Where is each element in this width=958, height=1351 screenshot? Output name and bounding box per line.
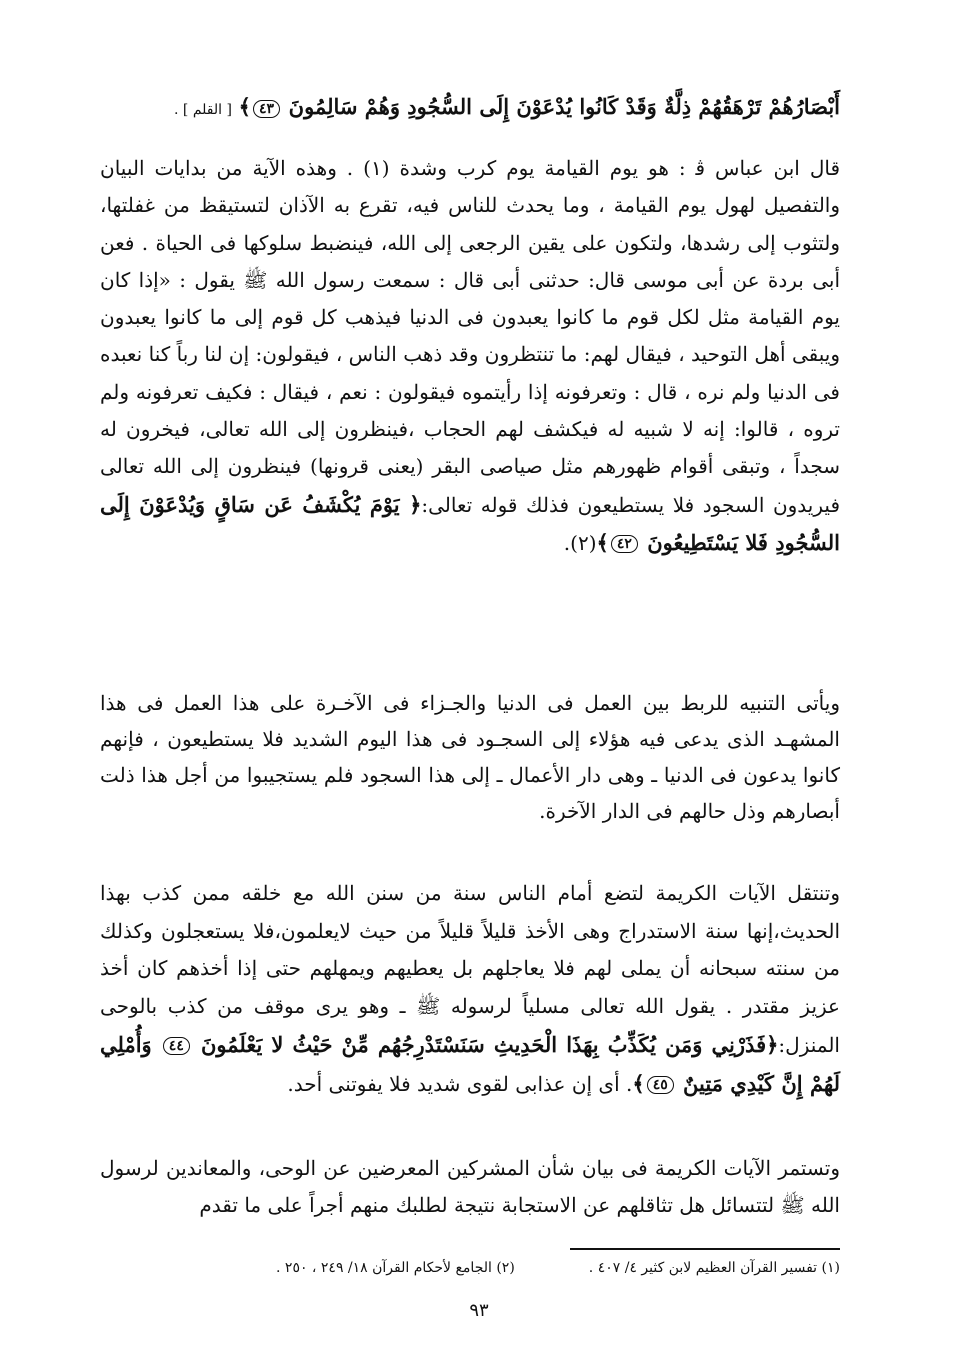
page-number: ٩٣ — [469, 1300, 489, 1321]
ayah-number-marker: ٤٢ — [611, 535, 638, 553]
paragraph-text: وتستمر الآيات الكريمة فى بيان شأن المشركين المعرضين عن الوحى، والمعاندين لرسول الله ﷺ لتتسائل هل تثاقلهم عن الاستجابة نتيجة لطلبك منهم أجراً على ما تقدم — [100, 1156, 840, 1217]
paragraph-text: . — [563, 530, 571, 555]
paragraph-ibn-abbas — [100, 150, 840, 562]
paragraph-text: قال ابن عباس ﭬ : هو يوم القيامة يوم كرب وشدة — [389, 156, 840, 180]
verse-close-bracket: ﴾ — [238, 94, 251, 119]
footnote-2: (٢) الجامع لأحكام القرآن ١٨/ ٢٤٩ ، ٢٥٠ . — [276, 1260, 515, 1276]
quran-verse: يَوْمَ يُكْشَفُ عَن سَاقٍ وَيُدْعَوْنَ إِلَى السُّجُودِ فَلا يَسْتَطِيعُونَ — [100, 491, 840, 555]
ayah-number-marker: ٤٣ — [253, 100, 280, 118]
paragraph-mushrikin — [100, 1150, 840, 1224]
footnote-marker: (٢) — [570, 530, 597, 555]
verse-open-bracket: ﴿ — [409, 491, 422, 517]
quran-verse: أَبْصَارُهُمْ تَرْهَقُهُمْ ذِلَّةٌ وَقَدْ كَانُوا يُدْعَوْنَ إِلَى السُّجُودِ وَهُمْ سَالِمُونَ — [288, 94, 840, 119]
surah-reference: [ القلم ] . — [174, 102, 232, 118]
ayah-number-marker: ٤٤ — [163, 1037, 190, 1055]
opening-verse-line — [100, 90, 840, 127]
quran-verse: وَأُمْلِي لَهُمْ إِنَّ كَيْدِي مَتِينٌ — [100, 1031, 840, 1096]
paragraph-text: . أى إن عذابى لقوى شديد فلا يفوتنى أحد. — [287, 1071, 633, 1096]
paragraph-text: . وهذه الآية من بدايات البيان والتفصيل لهول يوم القيامة ، وما يحدث للناس فيه، تقرع به الآذان لتستيقظ من غفلتها، ولتثوب إلى رشدها، ولتكون على يقين الرجعى إلى الله، فينضبط سلوكها فى الحياة . فعن أبى بردة عن أبى موسى قال: حدثنى أبى قال : سمعت رسول الله ﷺ يقول : «إذا كان يوم القيامة مثل لكل قوم ما كانوا يعبدون فى الدنيا فيذهب كل قوم إلى ما كانوا يعبدون ويبقى أهل التوحيد ، فيقال لهم: ما تنتظرون وقد ذهب الناس ، فيقولون: إن لنا رباً كنا نعبده فى الدنيا ولم نره ، قال : وتعرفونه إذا رأيتموه فيقولون : نعم ، فيقال : فكيف تعرفونه ولم تروه ، قالوا: إنه لا شبيه له فيكشف لهم الحجاب ،فينظرون إلى الله تعالى، فيخرون له سجداً ، وتبقى أقوام ظهورهم مثل صياصى البقر (يعنى قرونها) فينظرون إلى الله تعالى فيريدون السجود فلا يستطيعون فذلك قوله تعالى: — [100, 156, 841, 517]
verse-open-bracket: ﴿ — [766, 1031, 779, 1057]
footnote-1: (١) تفسير القرآن العظيم لابن كثير ٤/ ٤٠٧ . — [588, 1260, 840, 1276]
footnote-divider — [570, 1248, 840, 1250]
quran-verse: فَذَرْنِي وَمَن يُكَذِّبُ بِهَذَا الْحَدِيثِ سَنَسْتَدْرِجُهُم مِّنْ حَيْثُ لا يَعْلَمُونَ — [191, 1031, 767, 1057]
verse-close-bracket: ﴾ — [596, 529, 609, 555]
ayah-number-marker: ٤٥ — [647, 1076, 674, 1094]
paragraph-warning — [100, 685, 840, 829]
paragraph-text: وتنتقل الآيات الكريمة لتضع أمام الناس سنة من سنن الله مع خلقه ممن كذب بهذا الحديث،إنها سنة الاستدراج وهى الأخذ قليلاً قليلاً من حيث لايعلمون،فلا يستعجلون وكذلك من سنته سبحانه أن يملى لهم فلا يعاجلهم بل يعطيهم ويمهلهم حتى إذا أخذهم كان أخذ عزيز مقتدر . يقول الله تعالى مسلياً لرسوله ﷺ ـ وهو يرى موقف من كذب بالوحى المنزل: — [100, 881, 840, 1057]
paragraph-text: ويأتى التنبيه للربط بين العمل فى الدنيا والجـزاء فى الآخـرة على هذا العمل فى هذا المشهـد الذى يدعى فيه هؤلاء إلى السجـود فى هذا اليوم الشديد فلا يستطيعون ، فإنهم كانوا يدعون فى الدنيا ـ وهى دار الأعمال ـ إلى هذا السجود فلم يستجيبوا من أجل هذا ذلت أبصارهم وذل حالهم فى الدار الآخرة. — [100, 691, 840, 823]
footnotes — [100, 1260, 840, 1276]
verse-close-bracket: ﴾ — [632, 1070, 645, 1096]
footnote-marker: (١) — [363, 156, 390, 180]
paragraph-istidraj — [100, 875, 840, 1103]
